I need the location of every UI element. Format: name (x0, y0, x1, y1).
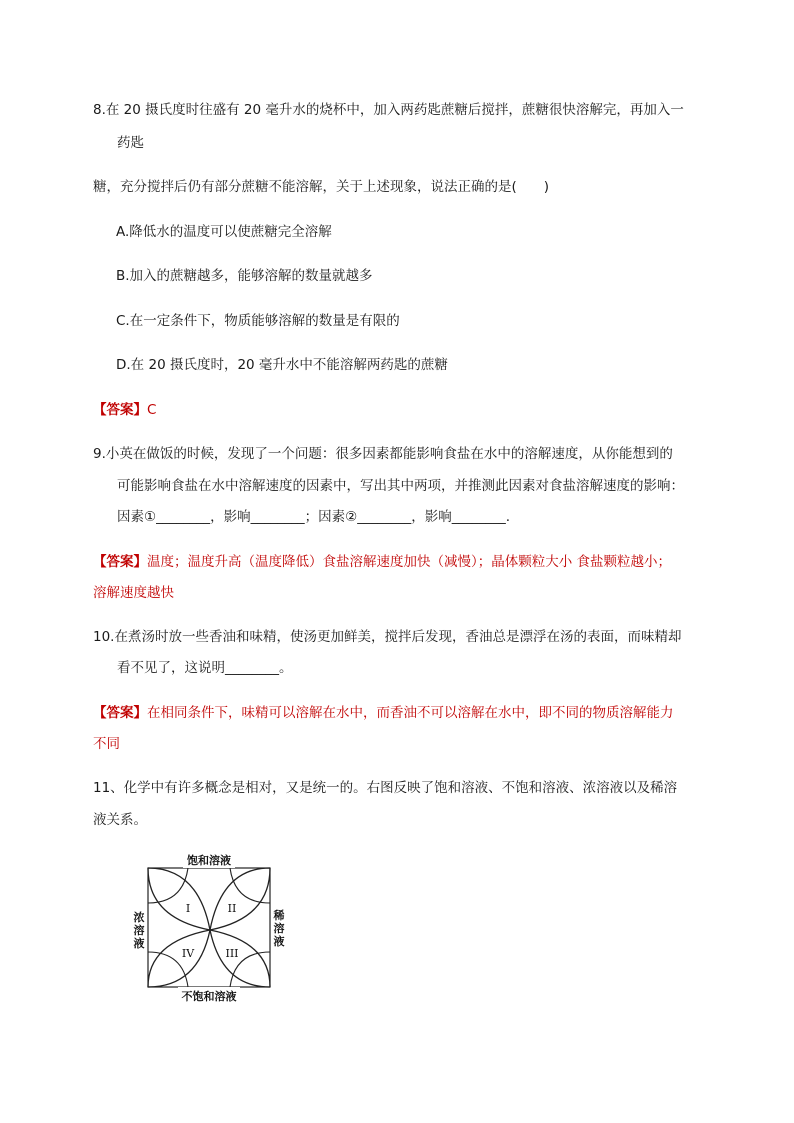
region-label-1: I (185, 902, 191, 915)
q10-stem-line1: 10.在煮汤时放一些香油和味精，使汤更加鲜美，搅拌后发现，香油总是漂浮在汤的表面，而味精却 (93, 629, 682, 645)
right-label-char-3: 液 (273, 935, 285, 948)
right-label-char-2: 溶 (273, 922, 285, 935)
petal-bottom-right (210, 930, 270, 987)
diagram-svg (128, 848, 290, 1006)
q8-option-d: D.在 20 摄氏度时，20 毫升水中不能溶解两药匙的蔗糖 (116, 357, 448, 373)
arc-top-right (230, 868, 270, 903)
q9-stem-line2: 可能影响食盐在水中溶解速度的因素中，写出其中两项，并推测此因素对食盐溶解速度的影响： (117, 478, 684, 494)
solution-relationship-diagram (128, 848, 290, 1006)
q10-answer-line1 (93, 703, 674, 723)
q10-answer-line2: 不同 (93, 736, 120, 752)
left-label-char-3: 液 (133, 937, 145, 950)
q8-option-c: C.在一定条件下，物质能够溶解的数量是有限的 (116, 313, 400, 329)
top-label: 饱和溶液 (187, 854, 231, 867)
q8-stem-line3: 糖，充分搅拌后仍有部分蔗糖不能溶解，关于上述现象，说法正确的是( ) (93, 179, 550, 195)
q8-stem-line1: 8.在 20 摄氏度时往盛有 20 毫升水的烧杯中，加入两药匙蔗糖后搅拌，蔗糖很快溶解完，再加入一 (93, 102, 684, 118)
petal-top-left (148, 868, 210, 930)
region-label-2: II (227, 902, 237, 915)
region-label-4: IV (181, 947, 195, 960)
q10-stem-line2: 看不见了，这说明________。 (117, 660, 293, 676)
answer-text: C (147, 402, 157, 418)
left-label-char-1: 浓 (133, 911, 145, 924)
q9-answer-line1 (93, 552, 671, 572)
q9-stem-line1: 9.小英在做饭的时候，发现了一个问题：很多因素都能影响食盐在水中的溶解速度，从你能想到的 (93, 446, 673, 462)
petal-top-right (210, 868, 270, 930)
right-label-char-1: 稀 (273, 909, 285, 922)
bottom-label: 不饱和溶液 (181, 990, 237, 1003)
q8-option-a: A.降低水的温度可以使蔗糖完全溶解 (116, 224, 332, 240)
region-label-3: III (225, 947, 239, 960)
q8-option-b: B.加入的蔗糖越多，能够溶解的数量就越多 (116, 268, 373, 284)
answer-label: 【答案】 (93, 705, 147, 721)
answer-text: 在相同条件下，味精可以溶解在水中，而香油不可以溶解在水中，即不同的物质溶解能力 (147, 705, 674, 721)
q8-answer (93, 400, 156, 420)
q9-answer-line2: 溶解速度越快 (93, 585, 174, 601)
q9-stem-line3: 因素①________，影响________；因素②________，影响________. (117, 509, 510, 525)
petal-bottom-left (148, 930, 210, 987)
answer-text: 温度；温度升高（温度降低）食盐溶解速度加快（减慢）；晶体颗粒大小 食盐颗粒越小； (147, 554, 672, 570)
q8-stem-line2: 药匙 (117, 135, 144, 151)
answer-label: 【答案】 (93, 554, 147, 570)
left-label-char-2: 溶 (133, 924, 145, 937)
answer-label: 【答案】 (93, 402, 147, 418)
q11-stem-line1: 11、化学中有许多概念是相对，又是统一的。右图反映了饱和溶液、不饱和溶液、浓溶液以及稀溶 (93, 780, 678, 796)
arc-top-left (148, 868, 188, 903)
q11-stem-line2: 液关系。 (93, 812, 147, 828)
